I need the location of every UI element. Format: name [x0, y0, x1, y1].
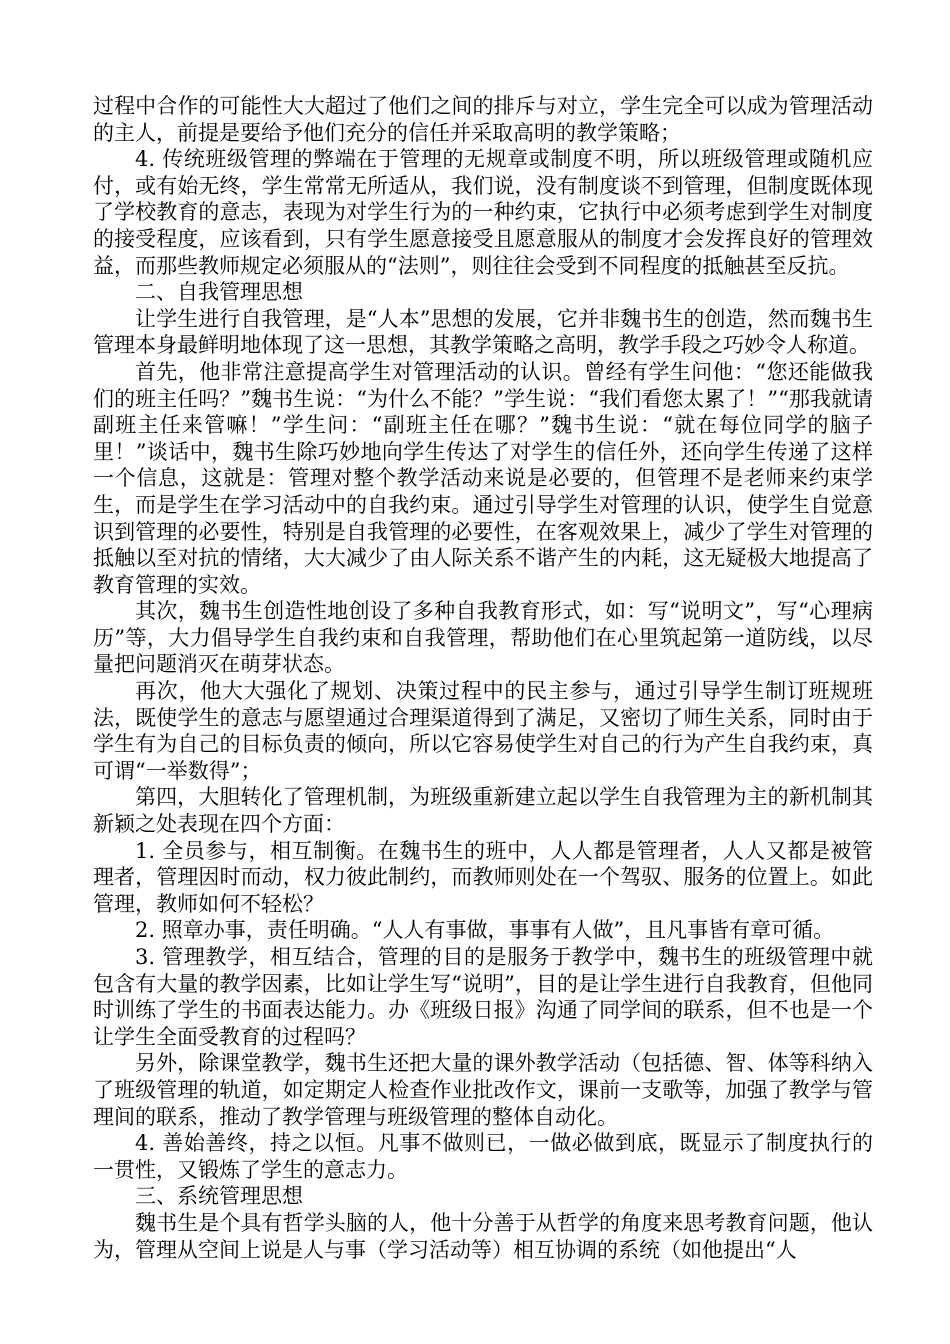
paragraph-first: 首先，他非常注意提高学生对管理活动的认识。曾经有学生问他：“您还能做我们的班主任吗？”魏书生说：“为什么不能？”学生说：“我们看您太累了！”“那我就请副班主任来管嘛！”学生问：“副班主任在哪？”魏书生说：“就在每位同学的脑子里！”谈话中，魏书生除巧妙地向学生传达了对学生的信任外，还向学生传递了这样一个信息，这就是：管理对整个教学活动来说是必要的，但管理不是老师来约束学生，而是学生在学习活动中的自我约束。通过引导学生对管理的认识，使学生自觉意识到管理的必要性，特别是自我管理的必要性，在客观效果上，减少了学生对管理的抵触以至对抗的情绪，大大减少了由人际关系不谐产生的内耗，这无疑极大地提高了教育管理的实效。	[93, 359, 873, 597]
paragraph-third: 再次，他大大强化了规划、决策过程中的民主参与，通过引导学生制订班规班法，既使学生的意志与愿望通过合理渠道得到了满足，又密切了师生关系，同时由于学生有为自己的目标负责的倾向，所以它容易使学生对自己的行为产生自我约束，真可谓“一举数得”；	[93, 679, 873, 783]
section-heading-system-management: 三、系统管理思想	[135, 1184, 303, 1209]
section-heading-self-management: 二、自我管理思想	[135, 280, 303, 305]
paragraph-continued: 过程中合作的可能性大大超过了他们之间的排斥与对立，学生完全可以成为管理活动的主人，前提是要给予他们充分的信任并采取高明的教学策略；	[93, 94, 873, 145]
paragraph-point-4: 4. 传统班级管理的弊端在于管理的无规章或制度不明，所以班级管理或随机应付，或有始无终，学生常常无所适从，我们说，没有制度谈不到管理，但制度既体现了学校教育的意志，表现为对学生行为的一种约束，它执行中必须考虑到学生对制度的接受程度，应该看到，只有学生愿意接受且愿意服从的制度才会发挥良好的管理效益，而那些教师规定必须服从的“法则”，则往往会受到不同程度的抵触甚至反抗。	[93, 147, 873, 278]
list-item-3: 3. 管理教学，相互结合，管理的目的是服务于教学中，魏书生的班级管理中就包含有大量的教学因素，比如让学生写“说明”，目的是让学生进行自我教育，但他同时训练了学生的书面表达能力。办《班级日报》沟通了同学间的联系，但不也是一个让学生全面受教育的过程吗？	[93, 945, 873, 1049]
list-item-1: 1. 全员参与，相互制衡。在魏书生的班中，人人都是管理者，人人又都是被管理者，管理因时而动，权力彼此制约，而教师则处在一个驾驭、服务的位置上。如此管理，教师如何不轻松？	[93, 838, 873, 916]
paragraph-second: 其次，魏书生创造性地创设了多种自我教育形式，如：写“说明文”，写“心理病历”等，大力倡导学生自我约束和自我管理，帮助他们在心里筑起第一道防线，以尽量把问题消灭在萌芽状态。	[93, 599, 873, 677]
paragraph-additionally: 另外，除课堂教学，魏书生还把大量的课外教学活动（包括德、智、体等科纳入了班级管理的轨道，如定期定人检查作业批改作文，课前一支歌等，加强了教学与管理间的联系，推动了教学管理与班级管理的整体自动化。	[93, 1051, 873, 1129]
list-item-4: 4. 善始善终，持之以恒。凡事不做则已，一做必做到底，既显示了制度执行的一贯性，又锻炼了学生的意志力。	[93, 1131, 873, 1182]
paragraph-fourth: 第四，大胆转化了管理机制，为班级重新建立起以学生自我管理为主的新机制其新颖之处表现在四个方面：	[93, 785, 873, 837]
paragraph-system-management: 魏书生是个具有哲学头脑的人，他十分善于从哲学的角度来思考教育问题，他认为，管理从空间上说是人与事（学习活动等）相互协调的系统（如他提出“人	[93, 1210, 873, 1262]
body-text	[93, 93, 873, 1263]
paragraph-intro-self-management: 让学生进行自我管理，是“人本”思想的发展，它并非魏书生的创造，然而魏书生管理本身最鲜明地体现了这一思想，其教学策略之高明，教学手段之巧妙令人称道。	[93, 306, 873, 358]
list-item-2: 2. 照章办事，责任明确。“人人有事做，事事有人做”，且凡事皆有章可循。	[135, 918, 835, 943]
